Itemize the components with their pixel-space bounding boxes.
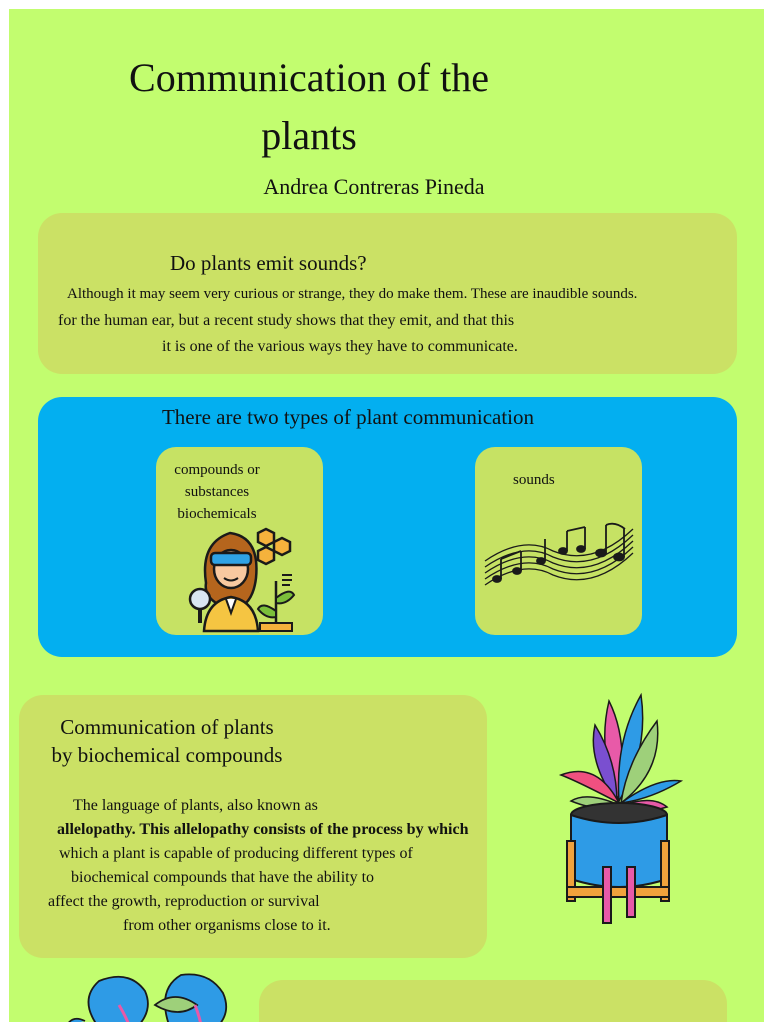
types-heading: There are two types of plant communication xyxy=(161,405,535,429)
sounds-text-line: it is one of the various ways they have to communicate. xyxy=(162,338,518,355)
sounds-text-line: for the human ear, but a recent study shows that they emit, and that this xyxy=(58,312,515,329)
biochemical-heading: Communication of plants by biochemical compounds xyxy=(51,715,283,767)
biochemical-card xyxy=(19,695,487,958)
infographic-page xyxy=(9,9,764,1022)
monstera-leaves-icon xyxy=(59,965,239,1022)
biochemical-text-line: The language of plants, also known as xyxy=(73,797,318,814)
author-name: Andrea Contreras Pineda xyxy=(263,174,485,199)
page-title: Communication of the plants xyxy=(129,55,489,158)
types-card xyxy=(38,397,737,657)
biochemical-type-label: compounds or substances biochemicals xyxy=(174,462,260,522)
biochemical-text-line: biochemical compounds that have the ability to xyxy=(71,869,375,886)
bottom-card xyxy=(259,980,727,1022)
biochemical-text-bold: allelopathy. This allelopathy consists of the process by which xyxy=(57,821,469,838)
sounds-type-label: sounds xyxy=(513,472,555,488)
sounds-heading: Do plants emit sounds? xyxy=(170,251,367,275)
sounds-card xyxy=(38,213,737,374)
biochemical-text-line: from other organisms close to it. xyxy=(123,917,331,934)
potted-plant-icon xyxy=(557,691,687,927)
biochemical-text-line: affect the growth, reproduction or survival xyxy=(48,893,320,910)
sounds-text-line: Although it may seem very curious or strange, they do make them. These are inaudible sounds. xyxy=(67,286,638,302)
biochemical-type-card xyxy=(156,447,323,635)
music-notes-icon xyxy=(483,515,635,589)
scientist-icon xyxy=(186,523,296,633)
sounds-type-card xyxy=(475,447,642,635)
biochemical-text-line: which a plant is capable of producing different types of xyxy=(59,845,413,862)
